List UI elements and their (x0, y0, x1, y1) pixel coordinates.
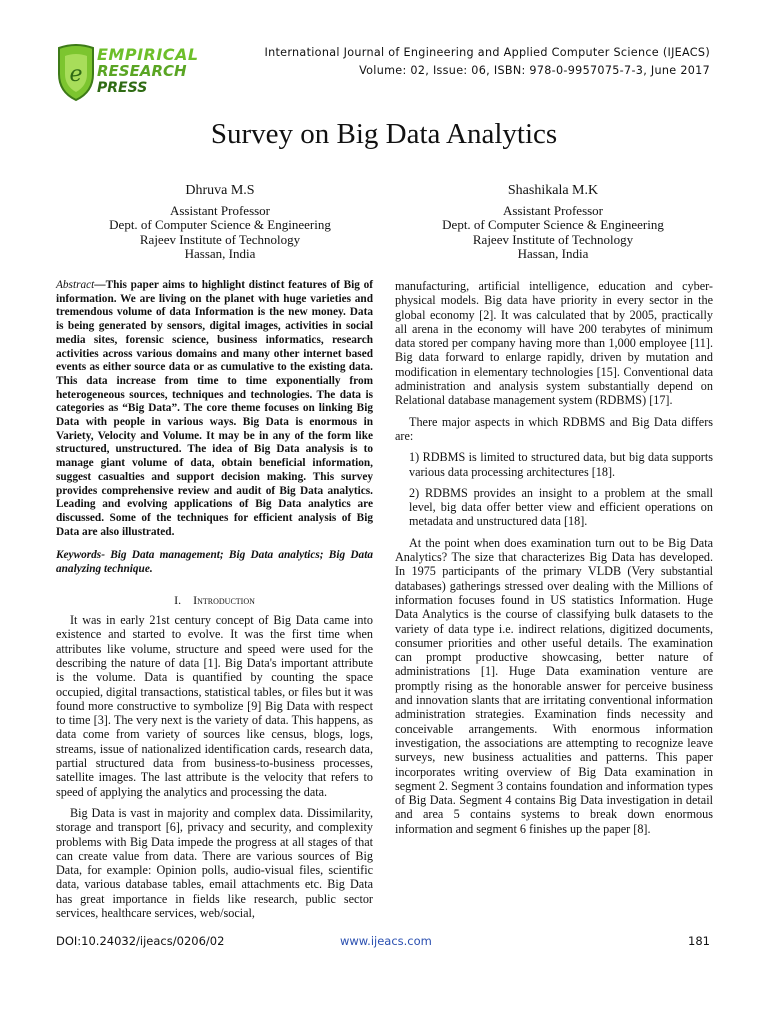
logo-line-1: EMPIRICAL (97, 45, 199, 64)
paper-title: Survey on Big Data Analytics (210, 118, 558, 150)
journal-issue: Volume: 02, Issue: 06, ISBN: 978-0-9957075-7-3, June 2017 (359, 64, 710, 77)
intro-paragraph-2: Big Data is vast in majority and complex data. Dissimilarity, storage and transport [6], privacy and security, and complexity problems with Big Data impede the progress at all stages of that can create value from data. There are various sources of Big Data, for example: Opinion polls, audio-visual files, scientific data, various database tables, email attachments etc. Big Data has great importance in fields like research, public sector services, healthcare services, web/social, (56, 805, 373, 920)
footer-doi: DOI:10.24032/ijeacs/0206/02 (56, 934, 225, 948)
author-position: Assistant Professor (502, 202, 604, 218)
author-name: Dhruva M.S (185, 183, 255, 198)
logo-text (97, 46, 199, 97)
author-block-1 (70, 184, 370, 262)
author-block-2 (403, 184, 703, 262)
author-institute: Rajeev Institute of Technology (139, 231, 301, 247)
footer-page-number: 181 (688, 934, 710, 948)
publisher-logo (55, 44, 199, 106)
author-dept: Dept. of Computer Science & Engineering (109, 217, 331, 232)
author-city: Hassan, India (517, 246, 589, 261)
abstract-label: Abstract (56, 279, 95, 291)
abstract (56, 279, 373, 539)
abstract-text: —This paper aims to highlight distinct features of Big of information. We are living on the planet with huge varieties and tremendous volume of data Information is the new money. Data is being generated by sensors, digital images, activities in social media sites, forensic science, business informatics, research activities across various domains and many other internet based events as either source data or as cumulative to the existing data. This data increase from time to time exponentially from heterogeneous sources, techniques and technologies. The data is categories as “Big Data”. The core theme focuses on linking Big Data with people in various ways. Big Data is enormous in Variety, Velocity and Volume. It may be in any of the form like structured, unstructured. The idea of Big Data analysis is to manage giant volume of data, obtain beneficial information, suggest casualties and support decision making. This survey provides comprehensive review and audit of Big Data analytics. Leading and evolving applications of Big Data analytics are discussed. Some of the techniques for efficient analysis of Big Data are also illustrated. (56, 279, 373, 538)
author-city: Hassan, India (184, 246, 256, 261)
footer-url-link[interactable]: www.ijeacs.com (340, 934, 432, 948)
intro-paragraph-1: It was in early 21st century concept of Big Data came into existence and started to evolve. It was the first time when attributes like volume, structure and speed were used for the describing the nature of data [1]. Big Data's important attribute is the volume. Data is quantified by counting the space occupied, digital transactions, statistical tables, or files but it was found more constructive to symbolize [9] Big Data with respect to time [3]. The very next is the variety of data. This happens, as data come from variety of sources like census, blogs, logs, streams, issue of nationalized identification cards, research data, partial structured data from business-to-business processes, satellite images. The last attribute is the velocity that refers to speed of applying the analytics and processing the data. (56, 613, 373, 799)
author-name: Shashikala M.K (507, 183, 599, 198)
author-institute: Rajeev Institute of Technology (472, 231, 634, 247)
right-column (395, 279, 713, 843)
list-item-1: 1) RDBMS is limited to structured data, but big data supports various data processing architectures [18]. (409, 450, 713, 479)
right-paragraph-1: manufacturing, artificial intelligence, education and cyber-physical models. Big data have priority in every sector in the global economy [2]. It was calculated that by 2005, practically all arena in the economy will have 200 terabytes of minimum data stored per company having more than 1,000 employee [11]. Big data forward to enlarge rapidly, driven by mutation and modification in elementary technologies [15]. Conventional data administration and analysis system substantially depend on Relational database management system (RDBMS) [17]. (395, 279, 713, 408)
keywords: Keywords- Big Data management; Big Data analytics; Big Data analyzing technique. (56, 549, 373, 576)
right-paragraph-2: There major aspects in which RDBMS and Big Data differs are: (395, 414, 713, 443)
author-dept: Dept. of Computer Science & Engineering (442, 217, 664, 232)
author-position: Assistant Professor (169, 202, 271, 218)
left-column (56, 279, 373, 927)
journal-header (264, 44, 710, 80)
section-number: I. (174, 592, 182, 607)
right-paragraph-3: At the point when does examination turn out to be Big Data Analytics? The size that characterizes Big Data has developed. In 1975 participants of the primary VLDB (Very substantial databases) gatherings stressed over dealing with the Millions of information focuses found in US statistics Information. Huge Data Analytics is the course of classifying bulk datasets to the variety of data type i.e. indirect relations, digitized documents, consumer priorities and other useful details. The examination can prompt productive showcasing, better nature of administrations [1]. Huge Data examination venture are promptly rising as the honorable answer for perceive business and innovation slants that are irritating conventional information administration strategies. Examination finds necessity and conceivable arrangements. With enormous information investigation, the associations are attempting to recognize leave surveys, new business actualities and patterns. This paper incorporates writing overview of Big Data examination in segment 2. Segment 3 contains foundation and information types of Big Data. Segment 4 contains Big Data investigation in detail and area 5 contains systems to break down enormous information and segment 6 finishes up the paper [8]. (395, 535, 713, 836)
logo-line-2: RESEARCH (97, 62, 187, 80)
journal-name: International Journal of Engineering and Applied Computer Science (IJEACS) (264, 46, 710, 59)
list-item-2: 2) RDBMS provides an insight to a problem at the small level, big data offer better view and efficient operations on metadata and unstructured data [18]. (409, 485, 713, 529)
svg-text:e: e (69, 62, 83, 87)
section-title: Introduction (193, 592, 255, 607)
shield-icon (55, 44, 97, 102)
section-heading (56, 593, 373, 607)
logo-line-3: PRESS (97, 80, 148, 96)
